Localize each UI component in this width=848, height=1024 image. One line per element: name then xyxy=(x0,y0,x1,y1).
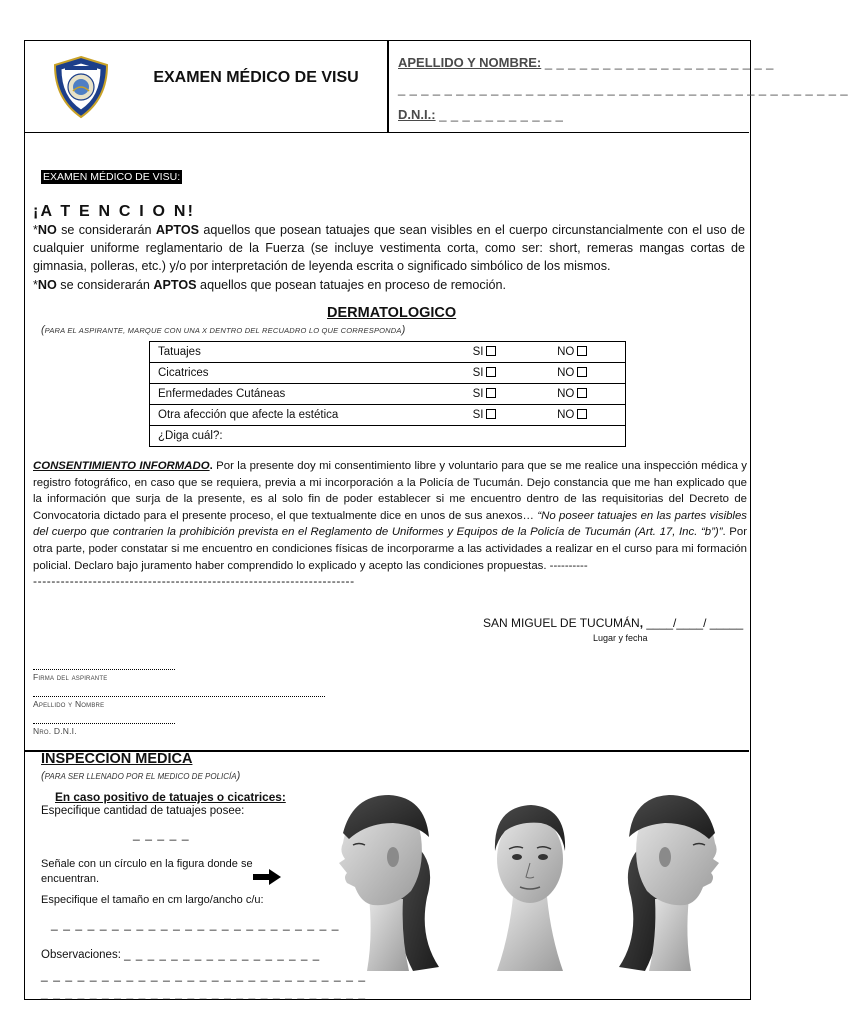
table-row xyxy=(150,342,626,363)
condition-label: Tatuajes xyxy=(150,342,450,363)
no-checkbox[interactable] xyxy=(577,346,587,356)
condition-label: Enfermedades Cutáneas xyxy=(150,384,450,405)
consent-paragraph: CONSENTIMIENTO INFORMADO. Por la presente doy mi consentimiento libre y voluntario para que se me realice una inspección médica y registro fotográfico, en caso que se requiera, previa a mi incorporación a la Policía de Tucumán. Dejo constancia que me han explicado que la información que surja de la presente, es al solo fin de poder establecer si me encuentro dentro de las requisitorias del Decreto de Convocatoria dictado para el presente proceso, el que textualmente dice en unos de sus anexos… “No poseer tatuajes en las partes visibles del cuerpo que contrarien la prohibición prevista en el Reglamento de Uniformes y Equipos de la Policía de Tucumán (Art. 17, Inc. “b”)”. Por otra parte, poder constatar si me encuentro en condiciones físicas de incorporarme a las actividades a realizar en el curso para mi formación policial. Declaro bajo juramento haber comprendido lo explicado y acepto las condiciones propuestas. ---------- xyxy=(33,460,748,572)
form-title: EXAMEN MÉDICO DE VISU xyxy=(153,69,359,86)
inspeccion-instructions: (PARA SER LLENADO POR EL MEDICO DE POLICÍA) xyxy=(41,770,241,782)
table-row xyxy=(150,405,626,426)
header-divider xyxy=(387,41,389,133)
si-option[interactable]: SI xyxy=(450,384,520,405)
tamano-label: Especifique el tamaño en cm largo/ancho c/u: xyxy=(41,894,264,906)
apellido-blank-continued[interactable]: _ _ _ _ _ _ _ _ _ _ _ _ _ _ _ _ _ _ _ _ _ _ _ _ _ _ _ _ _ _ _ _ _ _ _ _ _ _ _ xyxy=(398,81,848,96)
si-option[interactable]: SI xyxy=(450,363,520,384)
no-option[interactable]: NO xyxy=(520,363,626,384)
cantidad-blank[interactable]: _ _ _ _ _ xyxy=(133,827,190,841)
observaciones-line-2[interactable]: _ _ _ _ _ _ _ _ _ _ _ _ _ _ _ _ _ _ _ _ _ _ _ _ _ _ _ xyxy=(41,968,367,982)
no-option[interactable]: NO xyxy=(520,405,626,426)
form-sheet xyxy=(24,40,848,1000)
notice-visible-tattoos: *NO se considerarán APTOS aquellos que posean tatuajes que sean visibles en el cuerpo circunstancialmente con el uso de cualquier uniforme reglamentario de la Fuerza (se incluye vestimenta corta, como ser: short, remeras mangas cortas de gimnasia, polleras, etc.) y/o por interpretación de leyenda escrita o significado simbólico de los mismos. xyxy=(33,223,746,273)
caso-positivo-heading: En caso positivo de tatuajes o cicatrices: xyxy=(55,790,286,804)
dni-signature-line[interactable] xyxy=(33,723,175,724)
apellido-label: APELLIDO Y NOMBRE: xyxy=(398,55,542,70)
atencion-heading: ¡A T E N C I O N! xyxy=(33,203,196,220)
head-diagrams[interactable] xyxy=(309,787,749,975)
diga-cual-field[interactable]: ¿Diga cuál?: xyxy=(150,426,626,447)
consent-dash-line: ---------------------------------------------------------------------- xyxy=(33,574,355,588)
dermatologico-instructions: (PARA EL ASPIRANTE, MARQUE CON UNA X DENTRO DEL RECUADRO LO QUE CORRESPONDA) xyxy=(41,324,406,336)
no-checkbox[interactable] xyxy=(577,388,587,398)
no-option[interactable]: NO xyxy=(520,384,626,405)
section-tag: EXAMEN MÉDICO DE VISU: xyxy=(43,171,181,183)
dni-blank: _ _ _ _ _ _ _ _ _ _ _ xyxy=(439,107,564,122)
arrow-right-icon xyxy=(253,869,281,885)
observaciones-label: Observaciones: xyxy=(41,949,121,961)
table-row xyxy=(150,426,626,447)
apellido-nombre-field[interactable] xyxy=(398,55,774,70)
cantidad-label: Especifique cantidad de tatuajes posee: xyxy=(41,805,245,817)
inspeccion-medica-title: INSPECCION MEDICA xyxy=(41,751,193,767)
si-option[interactable]: SI xyxy=(450,342,520,363)
senale-label: Señale con un círculo en la figura donde se xyxy=(41,858,253,870)
dni-field[interactable] xyxy=(398,107,563,122)
police-shield-logo-icon xyxy=(51,55,111,119)
apellido-blank: _ _ _ _ _ _ _ _ _ _ _ _ _ _ _ _ _ _ _ _ xyxy=(544,55,774,70)
lugar-fecha-label: Lugar y fecha xyxy=(593,633,648,643)
si-option[interactable]: SI xyxy=(450,405,520,426)
observaciones-blank: _ _ _ _ _ _ _ _ _ _ _ _ _ _ _ _ _ xyxy=(124,949,321,961)
lugar-fecha-field[interactable]: SAN MIGUEL DE TUCUMÁN, ____/____/ _____ xyxy=(483,616,744,630)
notice-removal-tattoos: *NO se considerarán APTOS aquellos que posean tatuajes en proceso de remoción. xyxy=(33,278,507,292)
firma-label: Firma del aspirante xyxy=(33,672,108,682)
no-option[interactable]: NO xyxy=(520,342,626,363)
head-profile-right[interactable] xyxy=(619,795,719,971)
si-checkbox[interactable] xyxy=(486,409,496,419)
si-checkbox[interactable] xyxy=(486,346,496,356)
nro-dni-label: Nro. D.N.I. xyxy=(33,726,77,736)
apellido-nombre-label: Apellido y Nombre xyxy=(33,699,105,709)
dni-label: D.N.I.: xyxy=(398,107,436,122)
observaciones-field[interactable] xyxy=(41,949,320,961)
senale-label-continued: encuentran. xyxy=(41,873,100,885)
no-checkbox[interactable] xyxy=(577,367,587,377)
si-checkbox[interactable] xyxy=(486,367,496,377)
condition-label: Otra afección que afecte la estética xyxy=(150,405,450,426)
form-header xyxy=(25,41,848,133)
dermatologico-table xyxy=(149,341,626,447)
si-checkbox[interactable] xyxy=(486,388,496,398)
apellido-signature-line[interactable] xyxy=(33,696,325,697)
table-row xyxy=(150,363,626,384)
head-profile-left[interactable] xyxy=(339,795,439,971)
firma-signature-line[interactable] xyxy=(33,669,175,670)
tamano-blank[interactable]: _ _ _ _ _ _ _ _ _ _ _ _ _ _ _ _ _ _ _ _ _ _ _ _ xyxy=(51,917,340,931)
table-row xyxy=(150,384,626,405)
dermatologico-title: DERMATOLOGICO xyxy=(327,305,457,321)
observaciones-line-3[interactable]: _ _ _ _ _ _ _ _ _ _ _ _ _ _ _ _ _ _ _ _ _ _ _ _ _ _ _ xyxy=(41,986,367,1000)
condition-label: Cicatrices xyxy=(150,363,450,384)
no-checkbox[interactable] xyxy=(577,409,587,419)
head-front[interactable] xyxy=(495,805,565,971)
